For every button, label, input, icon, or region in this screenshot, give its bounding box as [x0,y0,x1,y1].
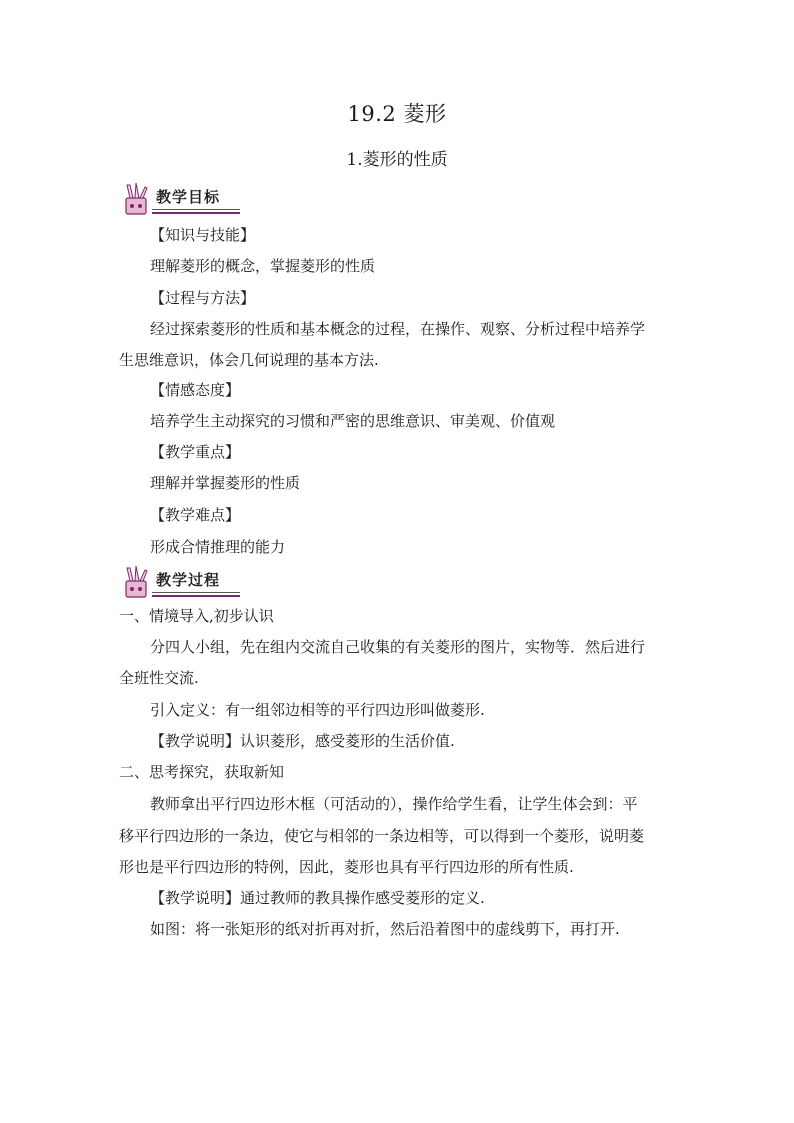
knowledge-heading: 【知识与技能】 [150,226,256,244]
part2-paragraph1-line1: 教师拿出平行四边形木框（可活动的），操作给学生看，让学生体会到：平 [150,795,638,813]
key-point-heading: 【教学重点】 [150,443,241,461]
method-text-line2: 生思维意识，体会几何说理的基本方法. [119,351,379,369]
method-text-line1: 经过探索菱形的性质和基本概念的过程，在操作、观察、分析过程中培养学 [150,320,646,338]
section-label: 教学目标 [156,188,221,206]
section-underline-accent [152,595,240,597]
method-heading: 【过程与方法】 [150,289,256,307]
key-point-text: 理解并掌握菱形的性质 [150,474,301,492]
section-header-process [118,565,248,599]
part1-heading: 一、情境导入,初步认识 [119,607,274,625]
part1-paragraph1-line1: 分四人小组，先在组内交流自己收集的有关菱形的图片，实物等．然后进行 [150,638,646,656]
page-subtitle: 1.菱形的性质 [346,150,448,170]
section-header-goals [118,182,248,216]
part2-figure-instruction: 如图：将一张矩形的纸对折再对折，然后沿着图中的虚线剪下，再打开. [150,920,620,938]
part1-definition: 引入定义：有一组邻边相等的平行四边形叫做菱形. [150,701,485,719]
part2-heading: 二、思考探究，获取新知 [119,763,285,781]
attitude-heading: 【情感态度】 [150,381,241,399]
section-underline [152,592,240,593]
part1-teaching-note: 【教学说明】认识菱形，感受菱形的生活价值. [150,732,455,750]
attitude-text: 培养学生主动探究的习惯和严密的思维意识、审美观、价值观 [150,412,556,430]
part2-teaching-note: 【教学说明】通过教师的教具操作感受菱形的定义. [150,889,485,907]
pen-holder-icon [118,182,154,216]
pen-holder-icon [118,565,154,599]
section-label: 教学过程 [156,571,221,589]
section-underline-accent [152,212,240,214]
part2-paragraph1-line3: 形也是平行四边形的特例，因此，菱形也具有平行四边形的所有性质. [119,858,574,876]
difficulty-heading: 【教学难点】 [150,506,241,524]
knowledge-text: 理解菱形的概念，掌握菱形的性质 [150,257,376,275]
part2-paragraph1-line2: 移平行四边形的一条边，使它与相邻的一条边相等，可以得到一个菱形，说明菱 [119,827,645,845]
section-underline [152,209,240,210]
difficulty-text: 形成合情推理的能力 [150,538,286,556]
part1-paragraph1-line2: 全班性交流. [119,669,199,687]
page-title: 19.2 菱形 [347,102,447,126]
